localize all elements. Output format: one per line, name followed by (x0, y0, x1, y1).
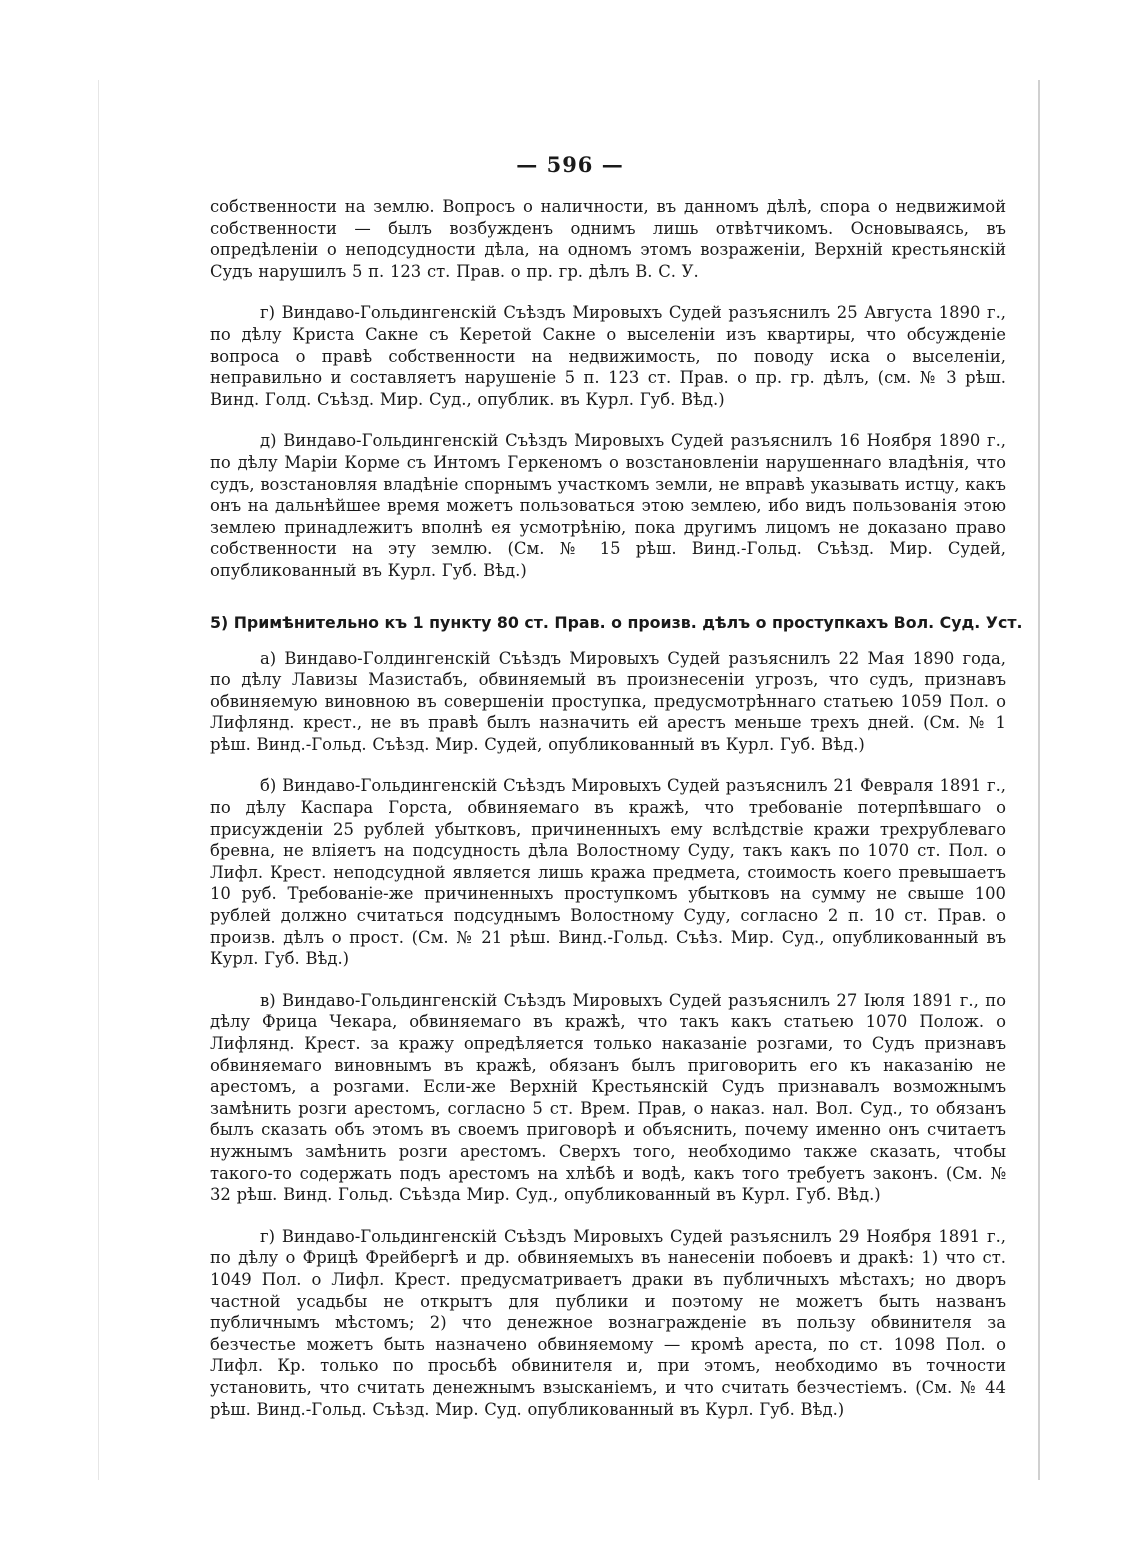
paragraph-continuation: собственности на землю. Вопросъ о наличности, въ данномъ дѣлѣ, спора о недвижимой собственности — былъ возбужденъ однимъ лишь отвѣтчикомъ. Основываясь, въ опредѣленіи о неподсудности дѣла, на одномъ этомъ возраженіи, Верхній крестьянскій Судъ нарушилъ 5 п. 123 ст. Прав. о пр. гр. дѣлъ В. С. У. (210, 197, 1006, 281)
section-paragraph-a: а) Виндаво-Голдингенскій Съѣздъ Мировыхъ Судей разъяснилъ 22 Мая 1890 года, по дѣлу Лавизы Мазистабъ, обвиняемый въ произнесеніи угрозъ, что судъ, признавъ обвиняемую виновною въ совершеніи проступка, предусмотрѣннаго статьею 1059 Пол. о Лифлянд. крест., не въ правѣ былъ назначить ей арестъ меньше трехъ дней. (См. № 1 рѣш. Винд.-Гольд. Съѣзд. Мир. Судей, опубликованный въ Курл. Губ. Вѣд.) (210, 648, 1006, 754)
paragraph-d: д) Виндаво-Гольдингенскій Съѣздъ Мировыхъ Судей разъяснилъ 16 Ноября 1890 г., по дѣлу Маріи Корме съ Интомъ Геркеномъ о возстановленіи нарушеннаго владѣнія, что судъ, возстановляя владѣніе спорнымъ участкомъ земли, не вправѣ указывать истцу, какъ онъ на дальнѣйшее время можетъ пользоваться этою землею, ибо видъ пользованія этою землею принадлежитъ вполнѣ ея усмотрѣнію, пока другимъ лицомъ не доказано право собственности на эту землю. (См. № 15 рѣш. Винд.-Гольд. Съѣзд. Мир. Судей, опубликованный въ Курл. Губ. Вѣд.) (210, 431, 1006, 580)
scan-edge-left (98, 80, 99, 1480)
paragraph-g: г) Виндаво-Гольдингенскій Съѣздъ Мировыхъ Судей разъяснилъ 25 Августа 1890 г., по дѣлу Криста Сакне съ Керетой Сакне о выселеніи изъ квартиры, что обсужденіе вопроса о правѣ собственности на недвижимость, по поводу иска о выселеніи, неправильно и составляетъ нарушеніе 5 п. 123 ст. Прав. о пр. гр. дѣлъ, (см. № 3 рѣш. Винд. Голд. Съѣзд. Мир. Суд., опублик. въ Курл. Губ. Вѣд.) (210, 303, 1006, 409)
section-paragraph-b: б) Виндаво-Гольдингенскій Съѣздъ Мировыхъ Судей разъяснилъ 21 Февраля 1891 г., по дѣлу Каспара Горста, обвиняемаго въ кражѣ, что требованіе потерпѣвшаго о присужденіи 25 рублей убытковъ, причиненныхъ ему вслѣдствіе кражи трехрублеваго бревна, не вліяетъ на подсудность дѣла Волостному Суду, такъ какъ по 1070 ст. Пол. о Лифл. Крест. неподсудной является лишь кража предмета, стоимость коего превышаетъ 10 руб. Требованіе-же причиненныхъ проступкомъ убытковъ на сумму не свыше 100 рублей должно считаться подсуднымъ Волостному Суду, согласно 2 п. 10 ст. Прав. о произв. дѣлъ о прост. (См. № 21 рѣш. Винд.-Гольд. Съѣз. Мир. Суд., опубликованный въ Курл. Губ. Вѣд.) (210, 776, 1006, 969)
scan-edge-right (1038, 80, 1040, 1480)
section-heading: 5) Примѣнительно къ 1 пункту 80 ст. Прав. о произв. дѣлъ о проступкахъ Вол. Суд. Уст. (210, 612, 1023, 632)
page-number: — 596 — (516, 152, 624, 177)
section-paragraph-v: в) Виндаво-Гольдингенскій Съѣздъ Мировыхъ Судей разъяснилъ 27 Іюля 1891 г., по дѣлу Фрица Чекара, обвиняемаго въ кражѣ, что такъ какъ статьею 1070 Полож. о Лифлянд. Крест. за кражу опредѣляется только наказаніе розгами, то Судъ признавъ обвиняемаго виновнымъ въ кражѣ, обязанъ былъ приговорить его къ наказанію не арестомъ, а розгами. Если-же Верхній Крестьянскій Судъ признавалъ возможнымъ замѣнить розги арестомъ, согласно 5 ст. Врем. Прав, о наказ. нал. Вол. Суд., то обязанъ былъ сказать объ этомъ въ своемъ приговорѣ и объяснить, почему именно онъ считаетъ нужнымъ замѣнить розги арестомъ. Сверхъ того, необходимо также сказать, чтобы такого-то содержать подъ арестомъ на хлѣбѣ и водѣ, какъ того требуетъ законъ. (См. № 32 рѣш. Винд. Гольд. Съѣзда Мир. Суд., опубликованный въ Курл. Губ. Вѣд.) (210, 990, 1006, 1205)
section-paragraph-g: г) Виндаво-Гольдингенскій Съѣздъ Мировыхъ Судей разъяснилъ 29 Ноября 1891 г., по дѣлу о Фрицѣ Фрейбергѣ и др. обвиняемыхъ въ нанесеніи побоевъ и дракѣ: 1) что ст. 1049 Пол. о Лифл. Крест. предусматриваетъ драки въ публичныхъ мѣстахъ; но дворъ частной усадьбы не открытъ для публики и поэтому не можетъ быть названъ публичнымъ мѣстомъ; 2) что денежное вознагражденіе въ пользу обвинителя за безчестье можетъ быть назначено обвиняемому — кромѣ ареста, по ст. 1098 Пол. о Лифл. Кр. только по просьбѣ обвинителя и, при этомъ, необходимо въ точности установить, что считать денежнымъ взысканіемъ, и что считать безчестіемъ. (См. № 44 рѣш. Винд.-Гольд. Съѣзд. Мир. Суд. опубликованный въ Курл. Губ. Вѣд.) (210, 1226, 1006, 1419)
page-body (210, 196, 1023, 1440)
